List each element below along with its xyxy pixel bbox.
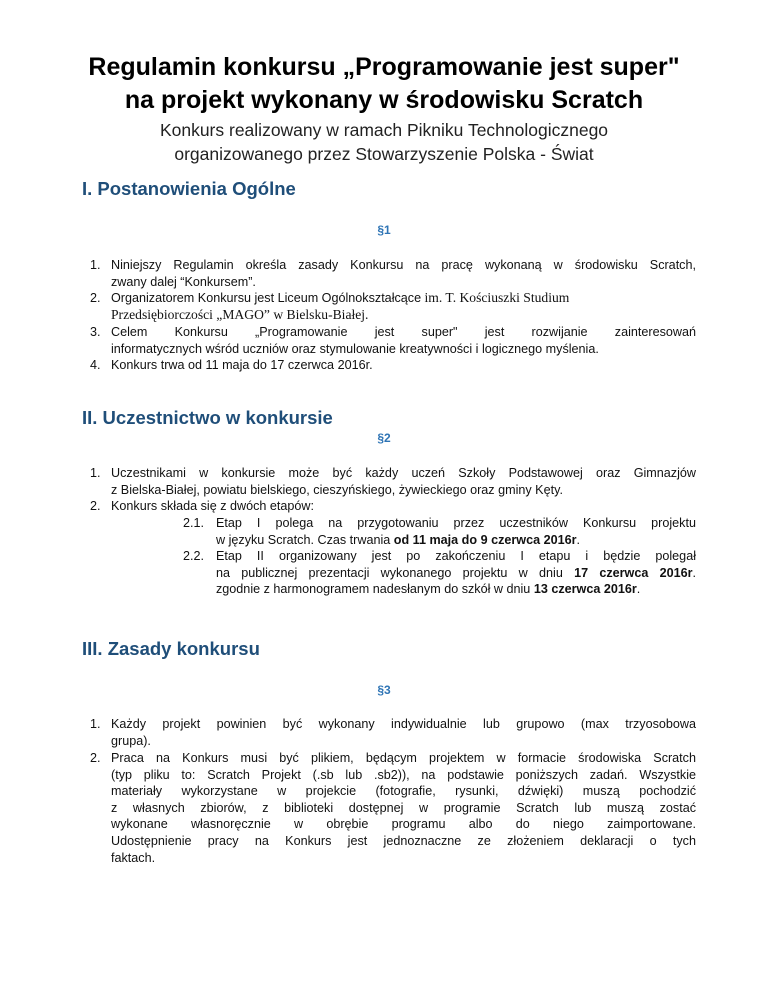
list-item-number: 2. bbox=[90, 499, 101, 513]
list-item-number: 2. bbox=[90, 291, 101, 305]
list-item-line: Praca na Konkurs musi być plikiem, będącym projektem w formacie środowiska Scratch bbox=[111, 751, 696, 765]
sub-list-item-line: Etap I polega na przygotowaniu przez uczestników Konkursu projektu bbox=[216, 516, 696, 530]
list-item bbox=[90, 257, 696, 290]
text-run: . bbox=[576, 532, 580, 547]
list-item-line: wykonane własnoręcznie w obrębie programu albo do niego zaimportowane. bbox=[111, 817, 696, 832]
list-item-line: informatycznych wśród uczniów oraz stymulowanie kreatywności i logicznego myślenia. bbox=[111, 341, 599, 356]
text-run: . bbox=[636, 582, 641, 597]
list-item bbox=[90, 465, 696, 498]
list-item-line: Uczestnikami w konkursie może być każdy uczeń Szkoły Podstawowej oraz Gimnazjów bbox=[111, 466, 696, 480]
list-item-line: Udostępnienie pracy na Konkurs jest jednoznaczne ze złożeniem deklaracji o tych bbox=[111, 833, 696, 848]
list-item-line: z własnych zbiorów, z biblioteki dostępnej w programie Scratch lub muszą zostać bbox=[111, 800, 696, 815]
paragraph-marker-1: §1 bbox=[377, 223, 391, 237]
sub-list-item-number: 2.1. bbox=[183, 516, 205, 530]
list-item-line: Konkurs składa się z dwóch etapów: bbox=[111, 499, 315, 513]
list-item-number: 2. bbox=[90, 751, 101, 765]
sub-list-item bbox=[183, 548, 696, 598]
list-item-text-serif: im. T. Kościuszki Studium bbox=[421, 290, 570, 305]
list-item-line: zwany dalej “Konkursem”. bbox=[111, 274, 256, 289]
text-run: na publicznej prezentacji wykonanego projektu w dniu bbox=[216, 565, 575, 580]
section-heading-postanowienia: I. Postanowienia Ogólne bbox=[82, 178, 296, 199]
list-item bbox=[90, 357, 696, 374]
list-item-line: grupa). bbox=[111, 733, 151, 748]
sub-list-item-line bbox=[216, 565, 696, 582]
list-item bbox=[90, 716, 696, 749]
text-run: . bbox=[692, 565, 696, 580]
sub-list-item-line bbox=[216, 532, 696, 549]
list-item bbox=[90, 290, 696, 323]
sub-list-item-line bbox=[216, 581, 696, 598]
list-item-line bbox=[111, 290, 696, 307]
text-run: zgodnie z harmonogramem nadesłanym do szkół w dniu bbox=[216, 582, 534, 597]
paragraph-marker-2: §2 bbox=[377, 431, 391, 445]
document-title-line-2: na projekt wykonany w środowisku Scratch bbox=[124, 86, 644, 114]
list-item-line: Celem Konkursu „Programowanie jest super" jest rozwijanie zainteresowań bbox=[111, 325, 696, 339]
document-subtitle-line-1: Konkurs realizowany w ramach Pikniku Technologicznego bbox=[159, 120, 609, 140]
bold-date: od 11 maja do 9 czerwca 2016r bbox=[393, 532, 577, 547]
list-item-text: Organizatorem Konkursu jest Liceum Ogólnokształcące bbox=[111, 291, 422, 305]
sub-list-item-line: Etap II organizowany jest po zakończeniu I etapu i będzie polegał bbox=[216, 549, 696, 563]
list-item-number: 1. bbox=[90, 717, 101, 731]
list-item-line: Konkurs trwa od 11 maja do 17 czerwca 2016r. bbox=[111, 358, 373, 372]
list-item-line: (typ pliku to: Scratch Projekt (.sb lub .sb2)), na podstawie poniższych zadań. Wszystkie bbox=[111, 767, 696, 782]
sub-list-item bbox=[183, 515, 696, 548]
list-item-number: 1. bbox=[90, 466, 101, 480]
list-item bbox=[90, 324, 696, 357]
bold-date: 17 czerwca 2016r bbox=[574, 565, 693, 580]
list-item bbox=[90, 750, 696, 866]
section-heading-zasady: III. Zasady konkursu bbox=[82, 638, 260, 659]
document-title-line-1: Regulamin konkursu „Programowanie jest super" bbox=[88, 53, 680, 81]
section-heading-uczestnictwo: II. Uczestnictwo w konkursie bbox=[82, 407, 333, 428]
list-item-number: 3. bbox=[90, 325, 101, 339]
list-item-number: 4. bbox=[90, 358, 101, 372]
sub-list-item-number: 2.2. bbox=[183, 549, 205, 563]
text-run: w języku Scratch. Czas trwania bbox=[216, 532, 394, 547]
list-item-line: faktach. bbox=[111, 850, 156, 865]
list-item-line: Niniejszy Regulamin określa zasady Konkursu na pracę wykonaną w środowisku Scratch, bbox=[111, 258, 696, 272]
paragraph-marker-3: §3 bbox=[377, 683, 391, 697]
list-item-line: z Bielska-Białej, powiatu bielskiego, cieszyńskiego, żywieckiego oraz gminy Kęty. bbox=[111, 482, 563, 497]
list-item-line: Przedsiębiorczości „MAGO” w Bielsku-Białej. bbox=[111, 306, 369, 322]
list-item-line: materiały wykorzystane w projekcie (fotografie, rysunki, dźwięki) muszą pochodzić bbox=[111, 784, 696, 799]
list-item bbox=[90, 498, 696, 515]
list-item-number: 1. bbox=[90, 258, 101, 272]
document-subtitle-line-2: organizowanego przez Stowarzyszenie Polska - Świat bbox=[174, 144, 594, 164]
list-item-line: Każdy projekt powinien być wykonany indywidualnie lub grupowo (max trzyosobowa bbox=[111, 717, 696, 731]
bold-date: 13 czerwca 2016r bbox=[533, 582, 637, 597]
